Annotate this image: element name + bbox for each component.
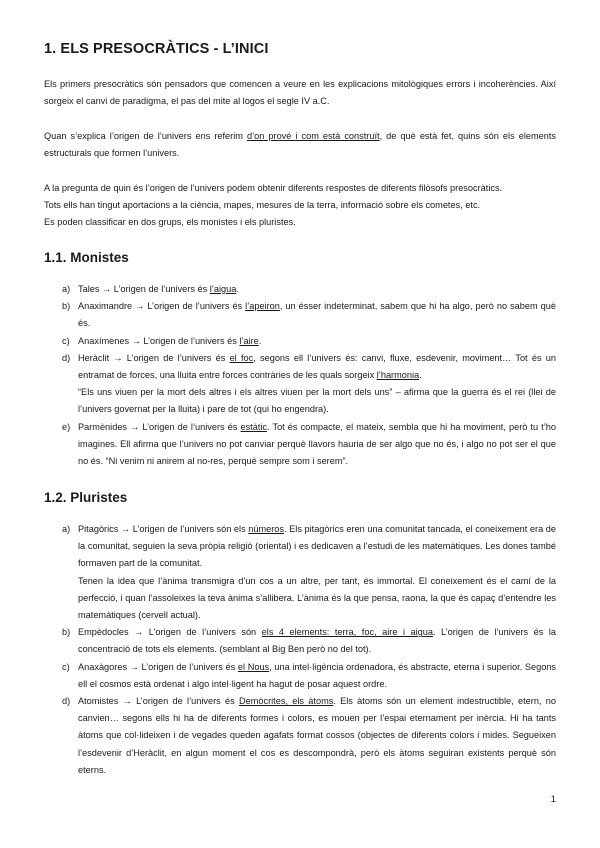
list-marker: c) bbox=[62, 661, 70, 672]
intro-paragraph-1: Els primers presocràtics són pensadors que comencen a veure en les explicacions mitològiques errors i incoherències. Així sorgeix el canvi de paradigma, el pas del mite al logos el segle IV a.C. bbox=[44, 79, 556, 107]
page-number: 1 bbox=[550, 794, 556, 805]
text: Tenen la idea que l’ànima transmigra d’un cos a un altre, per tant, és immortal. El coneixement és el camí de la perfecció, i quan l’assoleixes la teva ànima s’allibera. L’ànima és la que pensa, raona, la que és capaç d’entendre les matemàtiques (cervell actual). bbox=[78, 575, 556, 621]
monistes-list bbox=[62, 281, 556, 470]
list-item bbox=[62, 350, 556, 419]
underlined-text: d’on prové i com està construït bbox=[246, 131, 380, 141]
list-item bbox=[62, 333, 556, 350]
list-item bbox=[62, 281, 556, 298]
text: , una intel·ligència ordenadora, és abstracte, eterna i superior. Segons ell el cosmos està ordenat i algo intel·ligent ha hagut de posar aquest ordre. bbox=[78, 661, 557, 689]
text: Pitagòrics → L’origen de l’univers són els bbox=[78, 524, 249, 534]
list-item bbox=[62, 521, 556, 624]
text: . bbox=[419, 370, 422, 381]
underlined-text: estàtic bbox=[240, 421, 268, 432]
list-marker: b) bbox=[62, 627, 71, 638]
underlined-text: l’apeiron bbox=[245, 301, 280, 312]
text: . Tot és compacte, el mateix, sembla que hi ha moviment, però tu t’ho imagines. Ell afirma que l’univers no pot canviar perquè llavors hauria de ser algo que no és, i algo no pot ser el que no és. “Ni venim ni anirem al no-res, perquè sempre som i serem”. bbox=[78, 421, 556, 467]
list-item bbox=[62, 693, 556, 779]
underlined-text: el foc bbox=[229, 352, 254, 363]
underlined-text: Demòcrites, els àtoms bbox=[238, 696, 334, 707]
underlined-text: l’aigua bbox=[209, 284, 237, 294]
section-heading-monistes: 1.1. Monistes bbox=[44, 250, 129, 265]
text: , un ésser indeterminat, sabem que hi ha algo, però no sabem què és. bbox=[78, 301, 556, 329]
list-item bbox=[62, 298, 556, 332]
text: Empèdocles → L’origen de l’univers són bbox=[78, 627, 262, 638]
page-title: 1. ELS PRESOCRÀTICS - L’INICI bbox=[44, 41, 269, 57]
intro-paragraph-2 bbox=[44, 128, 556, 162]
intro-paragraph-3 bbox=[44, 180, 556, 232]
text: Anaxàgores → L’origen de l’univers és bbox=[78, 661, 238, 672]
underlined-text: els 4 elements: terra, foc, aire i aigua bbox=[261, 627, 433, 638]
text: Anaxímenes → L’origen de l’univers és bbox=[78, 335, 240, 346]
list-item bbox=[62, 659, 556, 693]
text: . Els pitagòrics eren una comunitat tancada, el coneixement era de la comunitat, seguien la seva pròpia religió (oriental) i es dedicaven a l’estudi de les matemàtiques. Les dones també formaven part de la comunitat. bbox=[78, 524, 557, 569]
text-line: Es poden classificar en dos grups, els monistes i els pluristes. bbox=[44, 217, 296, 228]
text: . Els àtoms són un element indestructible, etern, no canvien… segons ells hi ha de diferents formes i colors, es mouen per l’espai eternament per inèrcia. Hi ha tants àtoms que col·lideixen i de vegades queden agafats format cossos (objectes de diferents colors i mides. Segueixen l’esdevenir d’Heràclit, en algun moment el cos es descompondrà, però els àtoms seguiran existents perquè són eterns. bbox=[78, 696, 556, 775]
text: . L’origen de l’univers és la concentració de tots els elements. (semblant al Big Ben però no del tot). bbox=[78, 627, 556, 655]
text: , segons ell l’univers és: canvi, fluxe, esdevenir, moviment… Tot és un entramat de forces, una lluita entre forces contràries de les quals sorgeix bbox=[78, 352, 557, 381]
text-line: Tots ells han tingut aportacions a la ciència, mapes, mesures de la terra, informació sobre els cometes, etc. bbox=[44, 200, 481, 211]
section-heading-pluristes: 1.2. Pluristes bbox=[44, 490, 128, 505]
text: Heràclit → L’origen de l’univers és bbox=[78, 352, 230, 363]
list-item bbox=[62, 419, 556, 471]
text: . bbox=[258, 335, 262, 346]
text: Anaximandre → L’origen de l’univers és bbox=[78, 301, 246, 312]
underlined-text: el Nous bbox=[237, 661, 270, 672]
list-marker: c) bbox=[62, 335, 70, 346]
list-marker: d) bbox=[62, 352, 71, 363]
text: . bbox=[236, 284, 239, 294]
pluristes-list bbox=[62, 521, 556, 779]
text: Parmènides → L’origen de l’univers és bbox=[78, 421, 241, 432]
list-marker: b) bbox=[62, 301, 71, 312]
underlined-text: l’aire bbox=[239, 335, 259, 346]
list-marker: a) bbox=[62, 524, 71, 534]
list-marker: a) bbox=[62, 284, 71, 294]
text: Quan s’explica l’origen de l’univers ens referim bbox=[44, 131, 247, 141]
text-line: A la pregunta de quin és l’origen de l’univers podem obtenir diferents respostes de diferents filòsofs presocràtics. bbox=[44, 183, 503, 193]
underlined-text: números bbox=[248, 524, 285, 534]
text: Tales → L’origen de l’univers és bbox=[78, 284, 210, 294]
underlined-text: l’harmonia bbox=[376, 370, 420, 381]
list-item bbox=[62, 624, 556, 658]
list-marker: d) bbox=[62, 696, 71, 707]
text: Atomistes → L’origen de l’univers és bbox=[78, 696, 239, 707]
list-marker: e) bbox=[62, 421, 71, 432]
quote-text: “Els uns viuen per la mort dels altres i els altres viuen per la mort dels uns” – afirma que la guerra és el rei (llei de l’univers governat per la lluita) i pare de tot (qui ho engendra). bbox=[78, 387, 556, 415]
text: , de què està fet, quins són els elements estructurals que formen l’univers. bbox=[44, 131, 556, 159]
